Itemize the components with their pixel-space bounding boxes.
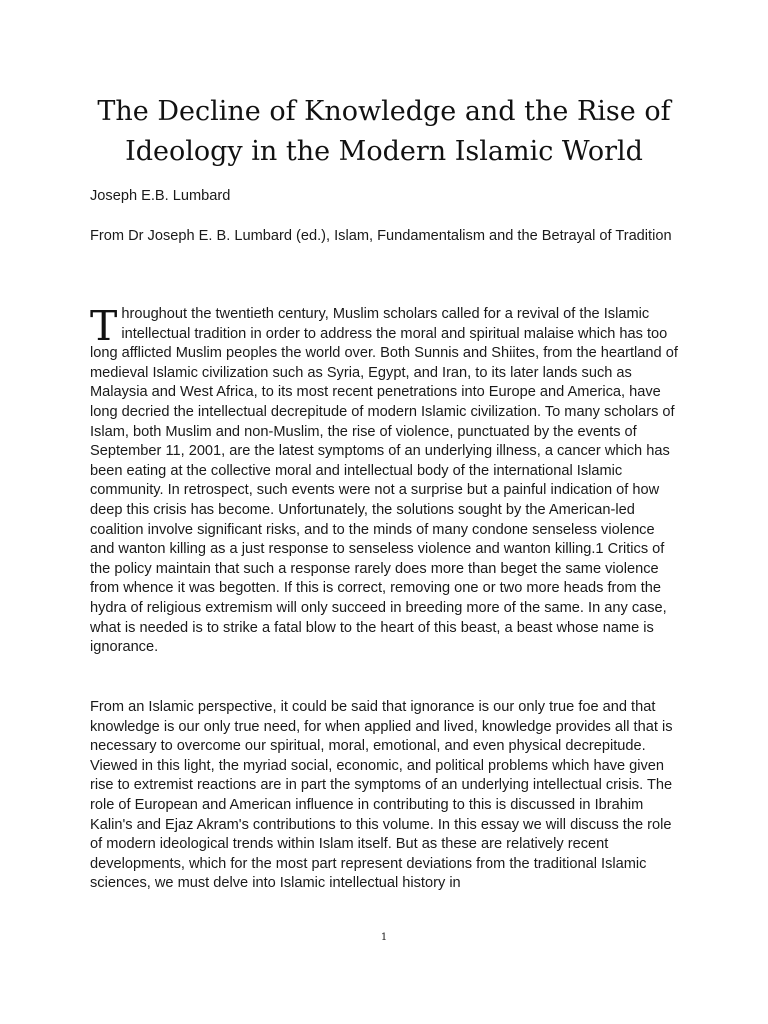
paragraph-1 — [90, 302, 682, 658]
title-line-2: Ideology in the Modern Islamic World — [125, 136, 643, 167]
source-citation: From Dr Joseph E. B. Lumbard (ed.), Islam, Fundamentalism and the Betrayal of Tradition — [90, 228, 672, 244]
drop-cap: T — [90, 302, 118, 350]
page-number: 1 — [380, 932, 388, 943]
title-line-1: The Decline of Knowledge and the Rise of — [97, 96, 671, 127]
paragraph-1-text: hroughout the twentieth century, Muslim scholars called for a revival of the Islamic intellectual tradition in order to address the moral and spiritual malaise which has too long afflicted Muslim peoples the world over. Both Sunnis and Shiites, from the heartland of medieval Islamic civilization such as Syria, Egypt, and Iran, to its later lands such as Malaysia and West Africa, to its most recent penetrations into Europe and America, have long decried the intellectual decrepitude of modern Islamic civilization. To many scholars of Islam, both Muslim and non-Muslim, the rise of violence, punctuated by the events of September 11, 2001, are the latest symptoms of an underlying illness, a cancer which has been eating at the collective moral and intellectual body of the international Islamic community. In retrospect, such events were not a surprise but a painful indication of how deep this crisis has become. Unfortunately, the solutions sought by the American-led coalition involve significant risks, and to the minds of many condone senseless violence and wanton killing as a just response to senseless violence and wanton killing.1 Critics of the policy maintain that such a response rarely does more than beget the same violence from whence it was begotten. If this is correct, removing one or two more heads from the hydra of religious extremism will only succeed in breeding more of the same. In any case, what is needed is to strike a fatal blow to the heart of this beast, a beast whose name is ignorance. — [90, 306, 678, 656]
author-name: Joseph E.B. Lumbard — [90, 188, 231, 204]
document-title — [40, 92, 728, 172]
paragraph-2: From an Islamic perspective, it could be said that ignorance is our only true foe and that knowledge is our only true need, for when applied and lived, knowledge provides all that is necessary to overcome our spiritual, moral, emotional, and even physical decrepitude. Viewed in this light, the myriad social, economic, and political problems which have given rise to extremist reactions are in part the symptoms of an underlying intellectual crisis. The role of European and American influence in contributing to this is discussed in Ibrahim Kalin's and Ejaz Akram's contributions to this volume. In this essay we will discuss the role of modern ideological trends within Islam itself. But as these are relatively recent developments, which for the most part represent deviations from the traditional Islamic sciences, we must delve into Islamic intellectual history in — [90, 699, 673, 892]
